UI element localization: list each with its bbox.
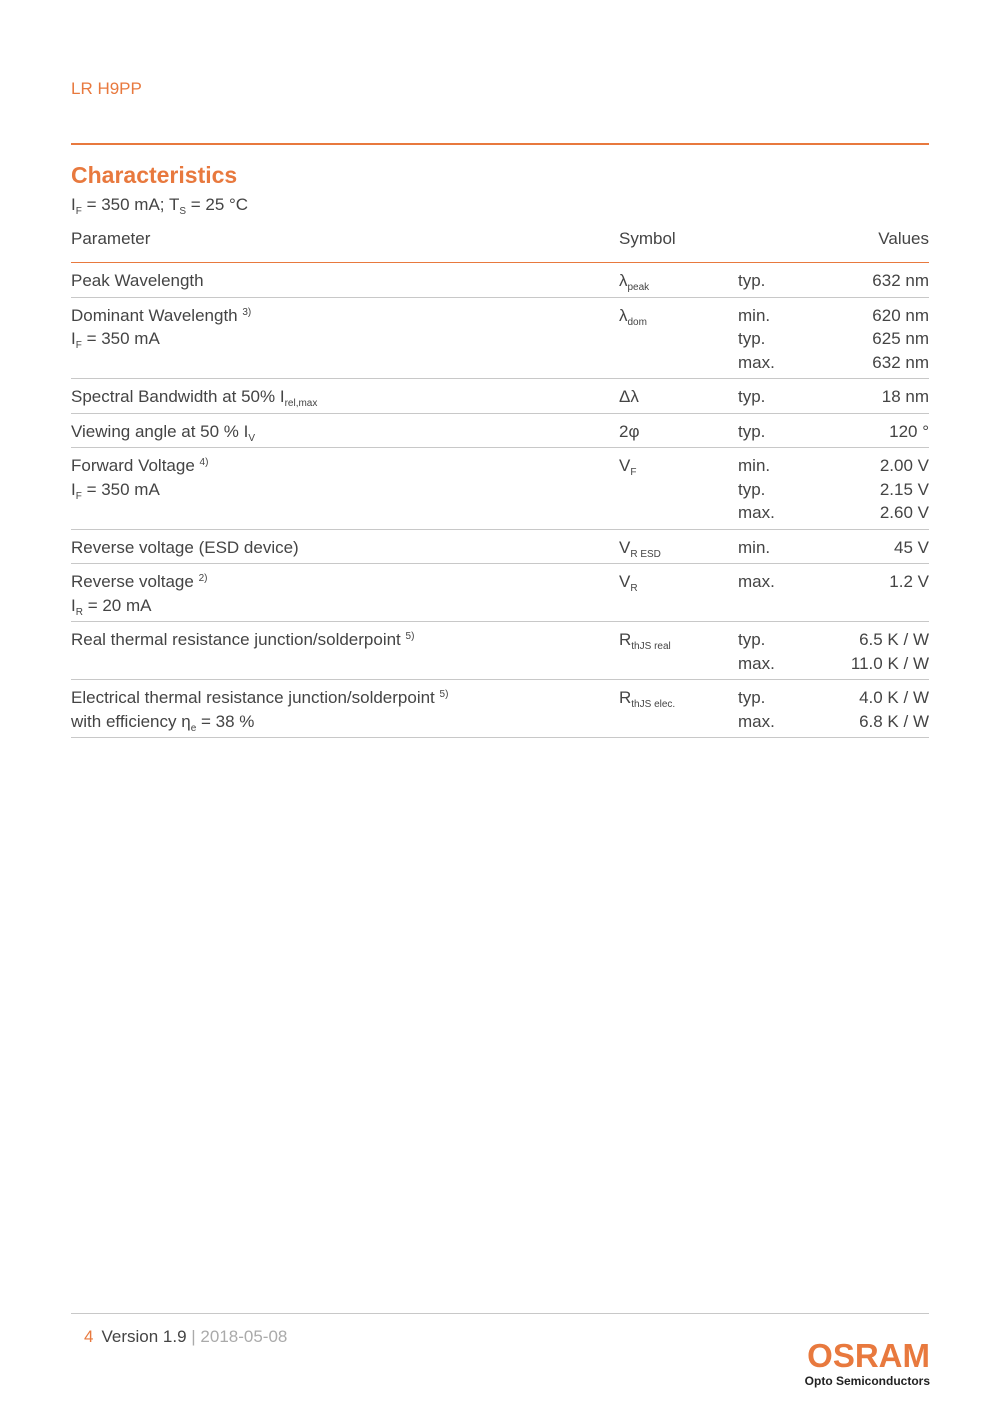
cond-text: = 20 mA [82,595,152,615]
param-text: Electrical thermal resistance junction/solderpoint [71,688,435,707]
value: 632 nm [872,271,929,290]
param-line [71,304,929,328]
param-cell [71,536,929,560]
param-condition [71,327,929,351]
cond-sub: F [75,340,82,351]
qualifier: typ. [738,387,766,406]
footnote-ref: 5) [439,689,449,700]
symbol-cell [619,628,671,652]
param-cell [71,454,929,501]
table-row [71,379,929,414]
condition-t-text: = 25 °C [186,195,249,214]
value: 11.0 K / W [850,653,929,673]
param-line [71,570,929,594]
param-text: Forward Voltage [71,456,195,475]
osram-logo [800,1338,930,1388]
cond-sub: R [75,606,83,618]
qualifier: max. [738,572,775,591]
logo-brand: OSRAM [807,1337,930,1374]
header-symbol: Symbol [619,229,676,248]
param-cell [71,628,929,652]
value-cell [880,454,929,525]
cond-label: I [71,329,76,348]
param-sub: V [248,432,256,444]
symbol-cell [619,269,649,293]
table-row [71,680,929,738]
cond-sub: F [75,490,82,502]
release-date: 2018-05-08 [200,1327,288,1346]
symbol-cell [619,304,647,328]
value: 620 nm [872,305,929,325]
qualifier: typ. [738,688,766,707]
value-cell [889,420,929,444]
param-line [71,269,929,293]
param-line [71,420,929,444]
qualifier: typ. [738,630,766,649]
value-cell [859,686,929,733]
symbol-text: λ [619,271,628,290]
table-row [71,414,929,449]
qualifier-cell [738,420,765,444]
value: 6.8 K / W [859,711,929,731]
qualifier: max. [738,352,775,372]
table-header [71,228,929,263]
symbol-cell [619,420,639,444]
param-condition [71,478,929,502]
param-text: Dominant Wavelength [71,305,238,325]
param-text: Real thermal resistance junction/solderpoint [71,630,401,649]
symbol-text: 2φ [619,421,640,441]
test-conditions [71,195,248,215]
param-line [71,454,929,478]
value-cell [872,304,929,375]
param-cell [71,385,929,409]
symbol-sub: R ESD [630,548,661,560]
footer [84,1327,287,1347]
cond-label: I [71,595,76,615]
table-body [71,263,929,738]
table-row [71,530,929,565]
symbol-text: V [619,572,631,591]
value-cell [851,628,929,675]
symbol-sub: F [630,467,637,478]
condition-t-sub: S [179,206,186,217]
version: Version 1.9 [101,1327,187,1346]
symbol-sub: thJS real [631,641,671,652]
header-divider [71,143,929,145]
param-text: Viewing angle at 50 % I [71,421,249,441]
qualifier: max. [738,653,775,673]
table-row [71,263,929,298]
section-title: Characteristics [71,162,238,188]
symbol-cell [619,454,636,478]
param-line [71,686,929,710]
symbol-cell [619,570,638,594]
value-cell [894,536,929,560]
qualifier: min. [738,537,771,557]
table-row [71,298,929,380]
qualifier-cell [738,385,765,409]
cond-text: = 350 mA [81,479,160,499]
symbol-text: Δλ [619,387,639,406]
footnote-ref: 5) [405,631,415,642]
condition-i-label: I [71,195,76,214]
value: 625 nm [872,329,929,348]
param-cell [71,686,929,733]
table-row [71,448,929,530]
value: 120 ° [889,421,929,441]
symbol-sub: R [630,583,638,594]
footer-separator: | [191,1327,196,1346]
qualifier-cell [738,628,775,675]
value-cell [882,385,929,409]
qualifier-cell [738,304,775,375]
symbol-cell [619,686,675,710]
symbol-text: R [619,630,632,649]
header-values: Values [878,229,929,248]
qualifier: min. [738,456,771,475]
symbol-sub: thJS elec. [631,699,676,710]
param-line [71,628,929,652]
value: 18 nm [881,387,929,406]
value: 632 nm [872,352,929,372]
symbol-sub: peak [627,282,650,293]
param-text: Reverse voltage [71,572,194,591]
value: 4.0 K / W [859,688,929,707]
product-name: LR H9PP [71,79,142,98]
header-parameter: Parameter [71,229,151,248]
value: 45 V [894,537,929,557]
param-cell [71,570,929,617]
footer-divider [71,1313,929,1314]
param-text: Spectral Bandwidth at 50% I [71,387,285,406]
value-cell [889,570,929,594]
symbol-text: V [619,537,631,557]
table-row [71,564,929,622]
logo-tagline: Opto Semiconductors [804,1374,930,1388]
qualifier-cell [738,269,765,293]
param-cell [71,420,929,444]
qualifier: typ. [738,271,766,290]
characteristics-table [71,228,929,738]
qualifier: typ. [738,479,766,499]
cond-text: = 38 % [196,711,255,731]
qualifier-cell [738,536,770,560]
cond-text: = 350 mA [81,329,160,348]
table-row [71,622,929,680]
qualifier: max. [738,711,775,731]
footnote-ref: 3) [242,306,252,318]
value: 2.60 V [879,503,929,522]
param-cell [71,269,929,293]
condition-i-text: = 350 mA; T [81,195,180,214]
qualifier: min. [738,305,771,325]
symbol-cell [619,536,661,560]
qualifier: typ. [738,329,766,348]
qualifier-cell [738,454,775,525]
value: 2.15 V [879,479,929,499]
qualifier-cell [738,686,775,733]
symbol-text: λ [619,305,628,325]
symbol-text: R [619,688,632,707]
footnote-ref: 2) [198,573,208,584]
param-cell [71,304,929,351]
page-number: 4 [84,1327,94,1346]
footnote-ref: 4) [199,457,209,468]
value: 6.5 K / W [859,630,929,649]
qualifier: max. [738,503,775,522]
cond-sub: e [190,722,197,734]
param-sub: rel,max [284,398,318,409]
param-text: Peak Wavelength [71,271,204,290]
param-text: Reverse voltage (ESD device) [71,537,299,557]
value-cell [872,269,929,293]
symbol-text: V [619,456,631,475]
value: 2.00 V [879,456,929,475]
qualifier-cell [738,570,775,594]
value: 1.2 V [889,572,929,591]
condition-i-sub: F [75,206,82,217]
param-line [71,385,929,409]
param-condition [71,594,929,618]
param-condition [71,710,929,734]
cond-label: I [71,479,76,499]
cond-label: with efficiency η [71,711,191,731]
qualifier: typ. [738,421,766,441]
param-line [71,536,929,560]
symbol-sub: dom [627,316,647,328]
symbol-cell [619,385,639,409]
